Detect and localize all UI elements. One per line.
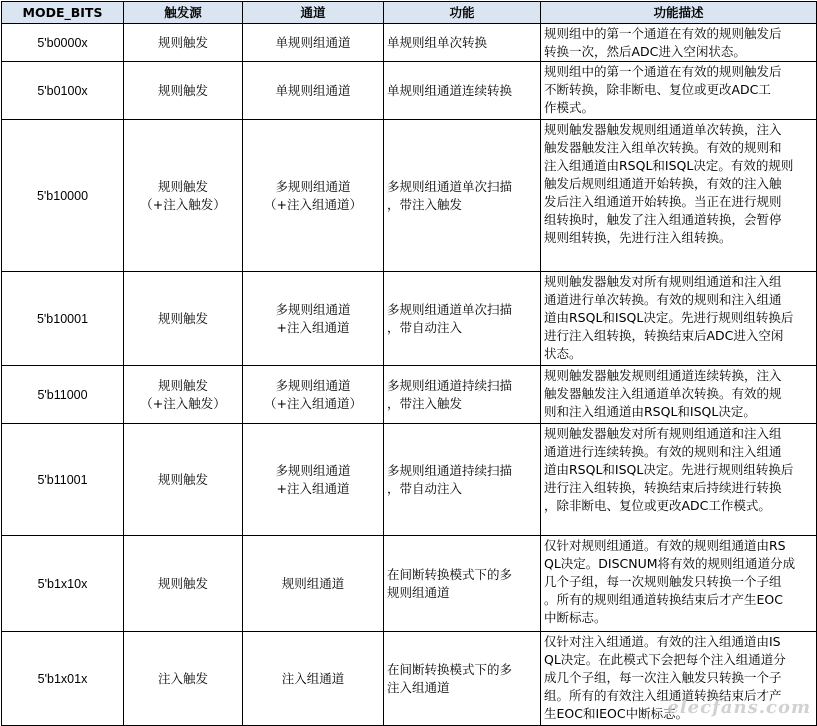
cell-function [384, 632, 541, 726]
cell-function [384, 24, 541, 62]
cell-channel [243, 24, 384, 62]
cell-description-line: 进行注入组转换，转换结束后持续进行转换 [544, 480, 782, 495]
cell-description-line: 几个子组，每一次规则触发只转换一个子组 [544, 574, 782, 589]
cell-description-line: 作模式。 [544, 100, 595, 115]
cell-description [541, 366, 817, 424]
cell-trigger-source-line: （+注入触发） [140, 196, 226, 212]
cell-channel-line: +注入组通道 [276, 480, 350, 496]
cell-trigger-source-line: 规则触发 [157, 575, 208, 591]
cell-description-line: ，除非断电、复位或更改ADC工作模式。 [544, 498, 771, 513]
cell-mode-bits: 5'b1x01x [2, 632, 124, 726]
cell-channel-line: 注入组通道 [281, 670, 345, 686]
cell-description-line: 规则组中的第一个通道在有效的规则触发后 [544, 26, 782, 41]
cell-trigger-source-line: 规则触发 [157, 471, 208, 487]
table-body [2, 24, 817, 726]
cell-trigger-source-line: 规则触发 [157, 178, 208, 194]
table-row [2, 366, 817, 424]
cell-mode-bits: 5'b11001 [2, 424, 124, 536]
cell-description-line: 注入组通道由RSQL和ISQL决定。有效的规则 [544, 158, 794, 173]
cell-mode-bits: 5'b0000x [2, 24, 124, 62]
cell-description [541, 424, 817, 536]
header-function: 功能 [384, 2, 541, 24]
cell-function-line: 多规则组通道持续扫描 [387, 462, 513, 478]
cell-description-line: QL决定。在此模式下会把每个注入组通道分 [544, 652, 786, 667]
cell-function [384, 536, 541, 632]
cell-trigger-source [124, 272, 243, 366]
cell-mode-bits: 5'b1x10x [2, 536, 124, 632]
cell-channel-line: +注入组通道 [276, 319, 350, 335]
cell-trigger-source [124, 62, 243, 120]
cell-description-line: 成几个子组，每一次注入触发只转换一个子 [544, 670, 782, 685]
cell-function [384, 272, 541, 366]
cell-description-line: 组。所有的有效注入组通道转换结束后才产 [544, 688, 782, 703]
cell-trigger-source-line: 注入触发 [157, 670, 208, 686]
cell-description [541, 272, 817, 366]
cell-channel [243, 424, 384, 536]
cell-description-line: 发后注入组通道开始转换。当正在进行规则 [544, 194, 782, 209]
cell-function-line: ，带自动注入 [387, 480, 463, 496]
cell-channel [243, 272, 384, 366]
cell-description-line: 触发器触发注入组通道单次转换。有效的规 [544, 386, 782, 401]
mode-bits-table [1, 1, 817, 726]
cell-description-line: 进行注入组转换，转换结束后ADC进入空闲 [544, 328, 784, 343]
cell-trigger-source-line: 规则触发 [157, 34, 208, 50]
cell-channel-line: （+注入组通道） [264, 196, 362, 212]
cell-mode-bits: 5'b10000 [2, 120, 124, 272]
cell-trigger-source [124, 120, 243, 272]
table-row [2, 62, 817, 120]
cell-function-line: 在间断转换模式下的多 [387, 566, 513, 582]
cell-channel [243, 632, 384, 726]
cell-function-line: 单规则组单次转换 [387, 34, 488, 50]
cell-trigger-source [124, 24, 243, 62]
cell-trigger-source-line: 规则触发 [157, 377, 208, 393]
cell-function-line: 单规则组通道连续转换 [387, 82, 513, 98]
header-mode-bits: MODE_BITS [2, 2, 124, 24]
cell-mode-bits: 5'b10001 [2, 272, 124, 366]
cell-function-line: 多规则组通道单次扫描 [387, 301, 513, 317]
cell-description [541, 62, 817, 120]
cell-description-line: 规则触发器触发规则组通道单次转换，注入 [544, 122, 782, 137]
cell-trigger-source [124, 632, 243, 726]
cell-description [541, 120, 817, 272]
cell-description [541, 24, 817, 62]
table-row [2, 424, 817, 536]
cell-description-line: 状态。 [544, 346, 582, 361]
header-channel: 通道 [243, 2, 384, 24]
cell-function-line: ，带注入触发 [387, 395, 463, 411]
cell-channel-line: （+注入组通道） [264, 395, 362, 411]
cell-description [541, 536, 817, 632]
cell-description-line: 触发后规则组通道开始转换，有效的注入触 [544, 176, 782, 191]
cell-description-line: 通道进行单次转换。有效的规则和注入组通 [544, 292, 782, 307]
table-row [2, 120, 817, 272]
cell-trigger-source-line: （+注入触发） [140, 395, 226, 411]
cell-description-line: 仅针对规则组通道。有效的规则组通道由RS [544, 538, 786, 553]
cell-function-line: 多规则组通道持续扫描 [387, 377, 513, 393]
header-trigger-source: 触发源 [124, 2, 243, 24]
cell-channel-line: 多规则组通道 [275, 462, 351, 478]
cell-description-line: 道由RSQL和ISQL决定。先进行规则组转换后 [544, 310, 794, 325]
cell-channel-line: 多规则组通道 [275, 178, 351, 194]
watermark-logo: elecfans.com [667, 697, 811, 718]
cell-channel [243, 62, 384, 120]
table-row [2, 24, 817, 62]
cell-description-line: 转换一次，然后ADC进入空闲状态。 [544, 44, 746, 59]
cell-trigger-source-line: 规则触发 [157, 310, 208, 326]
cell-channel-line: 规则组通道 [281, 575, 345, 591]
cell-description-line: 触发器触发注入组单次转换。有效的规则和 [544, 140, 782, 155]
cell-description-line: 。所有的规则组通道转换结束后才产生EOC [544, 592, 783, 607]
cell-function [384, 120, 541, 272]
cell-description-line: 规则触发器触发对所有规则组通道和注入组 [544, 426, 782, 441]
cell-description-line: 规则组中的第一个通道在有效的规则触发后 [544, 64, 782, 79]
table-row [2, 272, 817, 366]
cell-description-line: 则和注入组通道由RSQL和ISQL决定。 [544, 404, 756, 419]
cell-description-line: 组转换时，触发了注入组通道转换，会暂停 [544, 212, 782, 227]
cell-description-line: 生EOC和IEOC中断标志。 [544, 706, 689, 721]
cell-function-line: 多规则组通道单次扫描 [387, 178, 513, 194]
table-row [2, 536, 817, 632]
cell-mode-bits: 5'b0100x [2, 62, 124, 120]
cell-description-line: 规则触发器触发规则组通道连续转换，注入 [544, 368, 782, 383]
cell-channel-line: 多规则组通道 [275, 377, 351, 393]
cell-function-line: 规则组通道 [387, 584, 450, 600]
cell-function [384, 424, 541, 536]
cell-mode-bits: 5'b11000 [2, 366, 124, 424]
cell-trigger-source [124, 536, 243, 632]
cell-channel [243, 366, 384, 424]
cell-function-line: 注入组通道 [387, 679, 450, 695]
cell-channel-line: 单规则组通道 [275, 34, 351, 50]
cell-function-line: ，带注入触发 [387, 196, 463, 212]
cell-description-line: 不断转换，除非断电、复位或更改ADC工 [544, 82, 771, 97]
cell-trigger-source [124, 366, 243, 424]
cell-description-line: 中断标志。 [544, 610, 607, 625]
cell-function-line: ，带自动注入 [387, 319, 463, 335]
cell-channel-line: 多规则组通道 [275, 301, 351, 317]
cell-description-line: 规则触发器触发对所有规则组通道和注入组 [544, 274, 782, 289]
cell-description-line: 通道进行连续转换。有效的规则和注入组通 [544, 444, 782, 459]
cell-trigger-source [124, 424, 243, 536]
cell-function [384, 62, 541, 120]
cell-description-line: 道由RSQL和ISQL决定。先进行规则组转换后 [544, 462, 794, 477]
cell-channel [243, 536, 384, 632]
cell-channel [243, 120, 384, 272]
header-row [2, 2, 817, 24]
cell-description-line: QL决定。DISCNUM将有效的规则组通道分成 [544, 556, 796, 571]
cell-channel-line: 单规则组通道 [275, 82, 351, 98]
cell-function [384, 366, 541, 424]
header-description: 功能描述 [541, 2, 817, 24]
cell-description-line: 仅针对注入组通道。有效的注入组通道由IS [544, 634, 781, 649]
cell-trigger-source-line: 规则触发 [157, 82, 208, 98]
cell-description-line: 规则组转换，先进行注入组转换。 [544, 230, 732, 245]
cell-function-line: 在间断转换模式下的多 [387, 661, 513, 677]
